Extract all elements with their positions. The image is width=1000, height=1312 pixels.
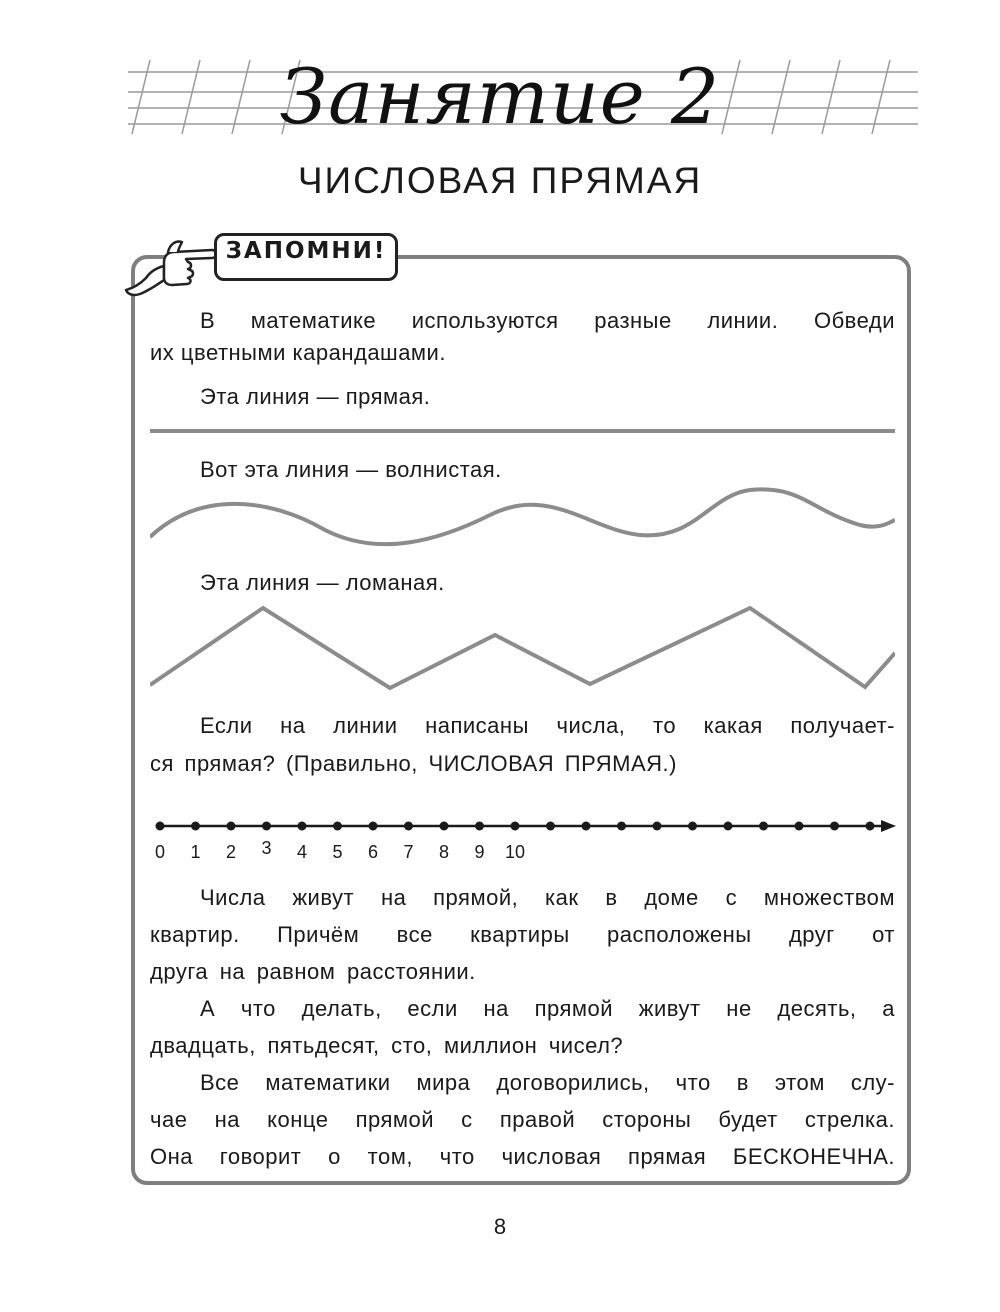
wavy-line-caption: Вот эта линия — волнистая. (200, 457, 502, 482)
number-line-point (440, 822, 449, 831)
number-line-point (156, 822, 165, 831)
number-line-label: 2 (225, 842, 237, 862)
number-line-point (262, 822, 271, 831)
number-line-point (688, 822, 697, 831)
page-number: 8 (493, 1214, 507, 1239)
p3-line-1: Все математики мира договорились, что в этом слу- (200, 1070, 895, 1095)
number-line-point (191, 822, 200, 831)
number-line-point (227, 822, 236, 831)
number-line-label: 9 (474, 842, 485, 862)
intro-line-1: В математике используются разные линии. Обведи (200, 308, 895, 333)
number-line-point (369, 822, 378, 831)
broken-line (150, 600, 895, 695)
broken-line-caption: Эта линия — ломаная. (200, 570, 445, 595)
straight-line (150, 425, 895, 437)
lesson-title: Занятие 2 (279, 52, 721, 141)
wavy-line (150, 480, 895, 560)
number-line-point (830, 822, 839, 831)
number-line-point (653, 822, 662, 831)
number-line-point (724, 822, 733, 831)
straight-line-caption: Эта линия — прямая. (200, 384, 431, 409)
number-line-label: 8 (438, 842, 450, 862)
number-line-point (404, 822, 413, 831)
number-line-point (795, 822, 804, 831)
number-line-label: 0 (154, 842, 166, 862)
p3-line-2: чае на конце прямой с правой стороны будет стрелка. (150, 1107, 895, 1132)
question-line-2: ся прямая? (Правильно, ЧИСЛОВАЯ ПРЯМАЯ.) (150, 751, 677, 776)
question-line-1: Если на линии написаны числа, то какая получает- (200, 713, 895, 738)
number-line-point (511, 822, 520, 831)
number-line-label: 5 (332, 842, 343, 862)
number-line-label: 3 (261, 838, 272, 858)
number-line-label: 6 (367, 842, 379, 862)
p3-line-3: Она говорит о том, что числовая прямая БЕСКОНЕЧНА. (150, 1144, 895, 1169)
number-line-label: 10 (504, 842, 526, 862)
intro-line-2: их цветными карандашами. (150, 340, 446, 365)
p1-line-1: Числа живут на прямой, как в доме с множеством (200, 885, 895, 910)
p1-line-2: квартир. Причём все квартиры расположены друг от (150, 922, 895, 947)
number-line-point (475, 822, 484, 831)
p2-line-1: А что делать, если на прямой живут не десять, а (200, 996, 895, 1021)
number-line-label: 7 (403, 842, 414, 862)
remember-label: ЗАПОМНИ! (225, 238, 387, 264)
number-line-point (546, 822, 555, 831)
number-line-point (759, 822, 768, 831)
number-line-point (866, 822, 875, 831)
topic-title: ЧИСЛОВАЯ ПРЯМАЯ (297, 160, 703, 201)
number-line-point (582, 822, 591, 831)
p2-line-2: двадцать, пятьдесят, сто, миллион чисел? (150, 1033, 624, 1058)
number-line-label: 4 (296, 842, 308, 862)
p1-line-3: друга на равном расстоянии. (150, 959, 476, 984)
number-line (150, 810, 910, 870)
number-line-point (298, 822, 307, 831)
number-line-point (333, 822, 342, 831)
number-line-arrow (881, 820, 896, 832)
pointing-hand-icon (120, 232, 220, 302)
number-line-point (617, 822, 626, 831)
number-line-label: 1 (190, 842, 201, 862)
